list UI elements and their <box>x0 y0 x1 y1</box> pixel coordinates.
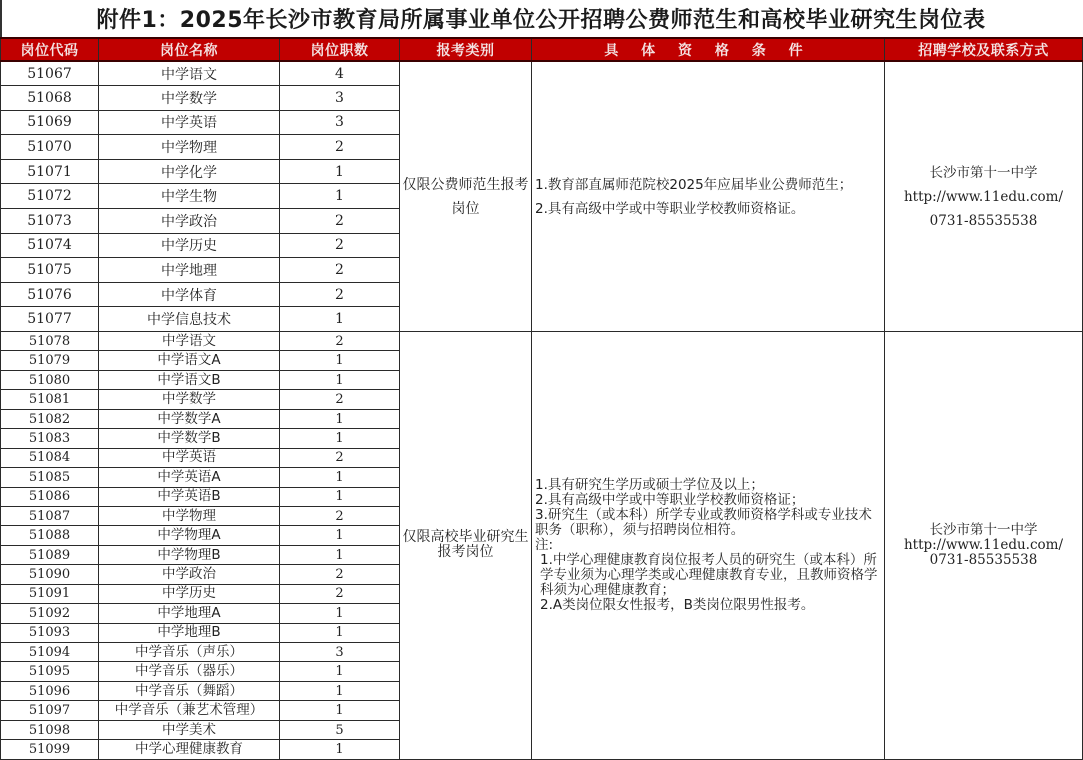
position-count: 1 <box>280 701 400 720</box>
position-count: 1 <box>280 740 400 759</box>
position-name: 中学数学B <box>99 429 280 448</box>
position-code: 51097 <box>1 701 99 720</box>
header-count: 岗位职数 <box>280 38 400 61</box>
position-code: 51069 <box>1 110 99 135</box>
position-count: 3 <box>280 643 400 662</box>
position-code: 51071 <box>1 159 99 184</box>
position-count: 5 <box>280 720 400 739</box>
school-url[interactable]: http://www.11edu.com/ <box>903 536 1064 553</box>
school-name: 长沙市第十一中学 <box>929 521 1038 538</box>
position-code: 51085 <box>1 468 99 487</box>
position-name: 中学历史 <box>99 233 280 258</box>
position-code: 51070 <box>1 135 99 160</box>
position-code: 51095 <box>1 662 99 681</box>
position-count: 2 <box>280 584 400 603</box>
position-count: 2 <box>280 135 400 160</box>
school-contact-cell <box>885 332 1083 760</box>
position-name: 中学语文 <box>99 332 280 351</box>
position-count: 1 <box>280 545 400 564</box>
position-count: 1 <box>280 429 400 448</box>
school-contact-cell <box>885 61 1083 332</box>
position-code: 51094 <box>1 643 99 662</box>
position-count: 1 <box>280 468 400 487</box>
position-code: 51084 <box>1 448 99 467</box>
header-code: 岗位代码 <box>1 38 99 61</box>
position-count: 1 <box>280 307 400 332</box>
position-name: 中学心理健康教育 <box>99 740 280 759</box>
position-name: 中学数学A <box>99 409 280 428</box>
position-name: 中学英语B <box>99 487 280 506</box>
position-code: 51078 <box>1 332 99 351</box>
position-name: 中学地理A <box>99 604 280 623</box>
position-name: 中学体育 <box>99 282 280 307</box>
position-name: 中学数学 <box>99 390 280 409</box>
position-count: 1 <box>280 409 400 428</box>
position-code: 51098 <box>1 720 99 739</box>
document-title: 附件1：2025年长沙市教育局所属事业单位公开招聘公费师范生和高校毕业研究生岗位表 <box>0 0 1080 37</box>
position-name: 中学物理 <box>99 506 280 525</box>
position-count: 1 <box>280 623 400 642</box>
school-name: 长沙市第十一中学 <box>929 164 1038 181</box>
position-code: 51068 <box>1 86 99 111</box>
position-name: 中学音乐（器乐） <box>99 662 280 681</box>
position-name: 中学音乐（声乐） <box>99 643 280 662</box>
position-count: 1 <box>280 184 400 209</box>
position-code: 51075 <box>1 258 99 283</box>
position-code: 51090 <box>1 565 99 584</box>
requirement-line: 2.具有高级中学或中等职业学校教师资格证。 <box>535 200 805 217</box>
position-name: 中学音乐（兼艺术管理） <box>99 701 280 720</box>
position-name: 中学物理 <box>99 135 280 160</box>
position-code: 51079 <box>1 351 99 370</box>
requirement-line: 1.具有研究生学历或硕士学位及以上； <box>535 476 764 493</box>
table-header <box>1 38 1083 61</box>
position-count: 1 <box>280 370 400 389</box>
position-count: 2 <box>280 565 400 584</box>
position-count: 1 <box>280 662 400 681</box>
position-count: 2 <box>280 258 400 283</box>
position-code: 51076 <box>1 282 99 307</box>
position-name: 中学生物 <box>99 184 280 209</box>
position-name: 中学语文A <box>99 351 280 370</box>
position-name: 中学语文B <box>99 370 280 389</box>
position-count: 1 <box>280 604 400 623</box>
position-name: 中学政治 <box>99 565 280 584</box>
position-code: 51074 <box>1 233 99 258</box>
school-phone: 0731-85535538 <box>929 212 1038 229</box>
table-body <box>1 61 1083 759</box>
position-code: 51089 <box>1 545 99 564</box>
position-count: 4 <box>280 61 400 86</box>
position-code: 51087 <box>1 506 99 525</box>
requirement-line: 3.研究生（或本科）所学专业或教师资格学科或专业技术职务（职称），须与招聘岗位相符。 <box>535 506 872 538</box>
position-name: 中学美术 <box>99 720 280 739</box>
position-count: 2 <box>280 282 400 307</box>
position-code: 51086 <box>1 487 99 506</box>
school-phone: 0731-85535538 <box>929 551 1038 568</box>
position-name: 中学英语 <box>99 110 280 135</box>
position-count: 2 <box>280 209 400 234</box>
position-count: 3 <box>280 86 400 111</box>
header-name: 岗位名称 <box>99 38 280 61</box>
table-row <box>1 332 1083 351</box>
position-count: 1 <box>280 681 400 700</box>
requirements-cell <box>532 332 885 760</box>
position-count: 2 <box>280 233 400 258</box>
position-name: 中学地理 <box>99 258 280 283</box>
position-code: 51080 <box>1 370 99 389</box>
application-category: 仅限公费师范生报考岗位 <box>400 61 532 332</box>
header-category: 报考类别 <box>400 38 532 61</box>
position-code: 51091 <box>1 584 99 603</box>
position-count: 1 <box>280 487 400 506</box>
position-count: 2 <box>280 448 400 467</box>
position-count: 3 <box>280 110 400 135</box>
position-count: 2 <box>280 390 400 409</box>
position-code: 51093 <box>1 623 99 642</box>
table-row <box>1 61 1083 86</box>
requirement-line: 2.具有高级中学或中等职业学校教师资格证； <box>535 491 805 508</box>
position-code: 51077 <box>1 307 99 332</box>
header-requirements: 具 体 资 格 条 件 <box>532 38 885 61</box>
position-count: 1 <box>280 351 400 370</box>
position-code: 51088 <box>1 526 99 545</box>
school-url[interactable]: http://www.11edu.com/ <box>903 188 1064 205</box>
position-name: 中学物理B <box>99 545 280 564</box>
position-name: 中学英语A <box>99 468 280 487</box>
position-name: 中学音乐（舞蹈） <box>99 681 280 700</box>
position-count: 1 <box>280 526 400 545</box>
position-name: 中学化学 <box>99 159 280 184</box>
positions-table <box>0 37 1083 760</box>
position-count: 1 <box>280 159 400 184</box>
position-name: 中学语文 <box>99 61 280 86</box>
position-code: 51082 <box>1 409 99 428</box>
requirement-line: 2.A类岗位限女性报考，B类岗位限男性报考。 <box>540 596 815 613</box>
header-school: 招聘学校及联系方式 <box>885 38 1083 61</box>
position-name: 中学地理B <box>99 623 280 642</box>
position-name: 中学英语 <box>99 448 280 467</box>
position-code: 51096 <box>1 681 99 700</box>
position-name: 中学物理A <box>99 526 280 545</box>
requirement-line: 注: <box>535 536 554 553</box>
position-name: 中学数学 <box>99 86 280 111</box>
position-code: 51083 <box>1 429 99 448</box>
position-code: 51067 <box>1 61 99 86</box>
requirements-cell <box>532 61 885 332</box>
position-code: 51072 <box>1 184 99 209</box>
position-name: 中学政治 <box>99 209 280 234</box>
position-code: 51081 <box>1 390 99 409</box>
position-code: 51092 <box>1 604 99 623</box>
position-count: 2 <box>280 506 400 525</box>
position-name: 中学信息技术 <box>99 307 280 332</box>
requirement-line: 1.教育部直属师范院校2025年应届毕业公费师范生； <box>535 176 853 193</box>
application-category: 仅限高校毕业研究生报考岗位 <box>400 332 532 760</box>
requirement-line: 1.中学心理健康教育岗位报考人员的研究生（或本科）所学专业须为心理学类或心理健康教育专业，且教师资格学科须为心理健康教育； <box>540 551 878 598</box>
position-code: 51073 <box>1 209 99 234</box>
position-code: 51099 <box>1 740 99 759</box>
position-count: 2 <box>280 332 400 351</box>
position-name: 中学历史 <box>99 584 280 603</box>
